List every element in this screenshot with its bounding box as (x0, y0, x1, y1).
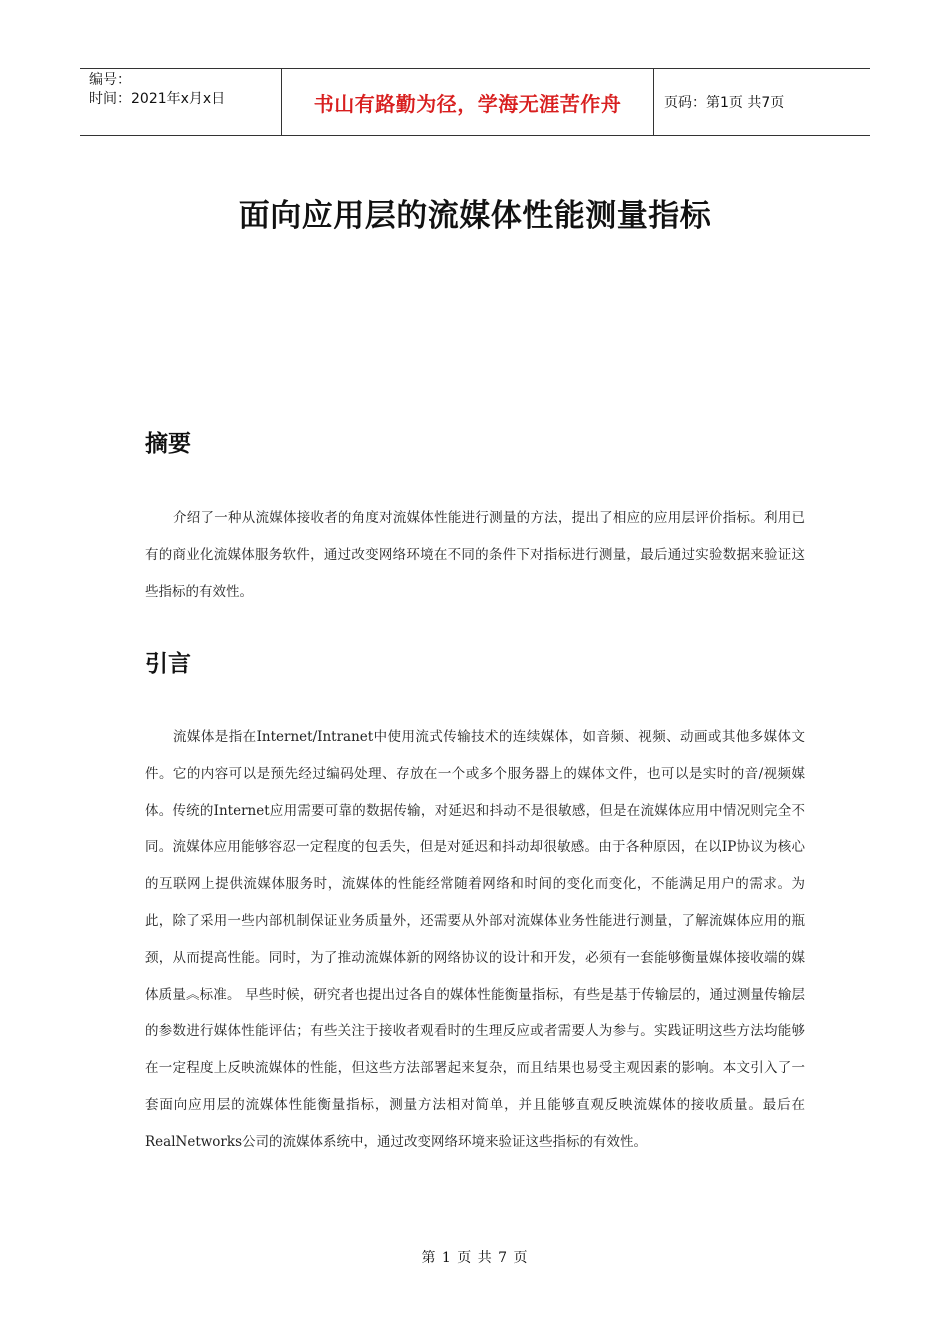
header-page-cell (654, 69, 870, 135)
number-label: 编号： (89, 72, 131, 88)
intro-heading: 引言 (145, 651, 191, 677)
document-header (80, 68, 870, 136)
abstract-paragraph: 介绍了一种从流媒体接收者的角度对流媒体性能进行测量的方法，提出了相应的应用层评价指标。利用已有的商业化流媒体服务软件，通过改变网络环境在不同的条件下对指标进行测量，最后通过实验数据来验证这些指标的有效性。 (145, 510, 805, 600)
header-meta (80, 69, 282, 135)
page-info: 页码：第1页 共7页 (664, 95, 785, 111)
time-label: 时间：2021年x月x日 (89, 91, 226, 107)
intro-paragraph: 流媒体是指在Internet/Intranet中使用流式传输技术的连续媒体，如音频、视频、动画或其他多媒体文件。它的内容可以是预先经过编码处理、存放在一个或多个服务器上的媒体文件，也可以是实时的音/视频媒体。传统的Internet应用需要可靠的数据传输，对延迟和抖动不是很敏感，但是在流媒体应用中情况则完全不同。流媒体应用能够容忍一定程度的包丢失，但是对延迟和抖动却很敏感。由于各种原因，在以IP协议为核心的互联网上提供流媒体服务时，流媒体的性能经常随着网络和时间的变化而变化，不能满足用户的需求。为此，除了采用一些内部机制保证业务质量外，还需要从外部对流媒体业务性能进行测量，了解流媒体应用的瓶颈，从而提高性能。同时，为了推动流媒体新的网络协议的设计和开发，必须有一套能够衡量媒体接收端的媒体质量︽标准。 早些时候，研究者也提出过各自的媒体性能衡量指标，有些是基于传输层的，通过测量传输层的参数进行媒体性能评估；有些关注于接收者观看时的生理反应或者需要人为参与。实践证明这些方法均能够在一定程度上反映流媒体的性能，但这些方法部署起来复杂，而且结果也易受主观因素的影响。本文引入了一套面向应用层的流媒体性能衡量指标，测量方法相对简单，并且能够直观反映流媒体的接收质量。最后在RealNetworks公司的流媒体系统中，通过改变网络环境来验证这些指标的有效性。 (145, 729, 805, 1150)
motto-text: 书山有路勤为径，学海无涯苦作舟 (313, 91, 622, 116)
document-title: 面向应用层的流媒体性能测量指标 (238, 198, 712, 234)
header-motto-cell (282, 69, 654, 135)
abstract-heading: 摘要 (145, 431, 191, 457)
page-footer: 第 1 页 共 7 页 (421, 1250, 529, 1266)
